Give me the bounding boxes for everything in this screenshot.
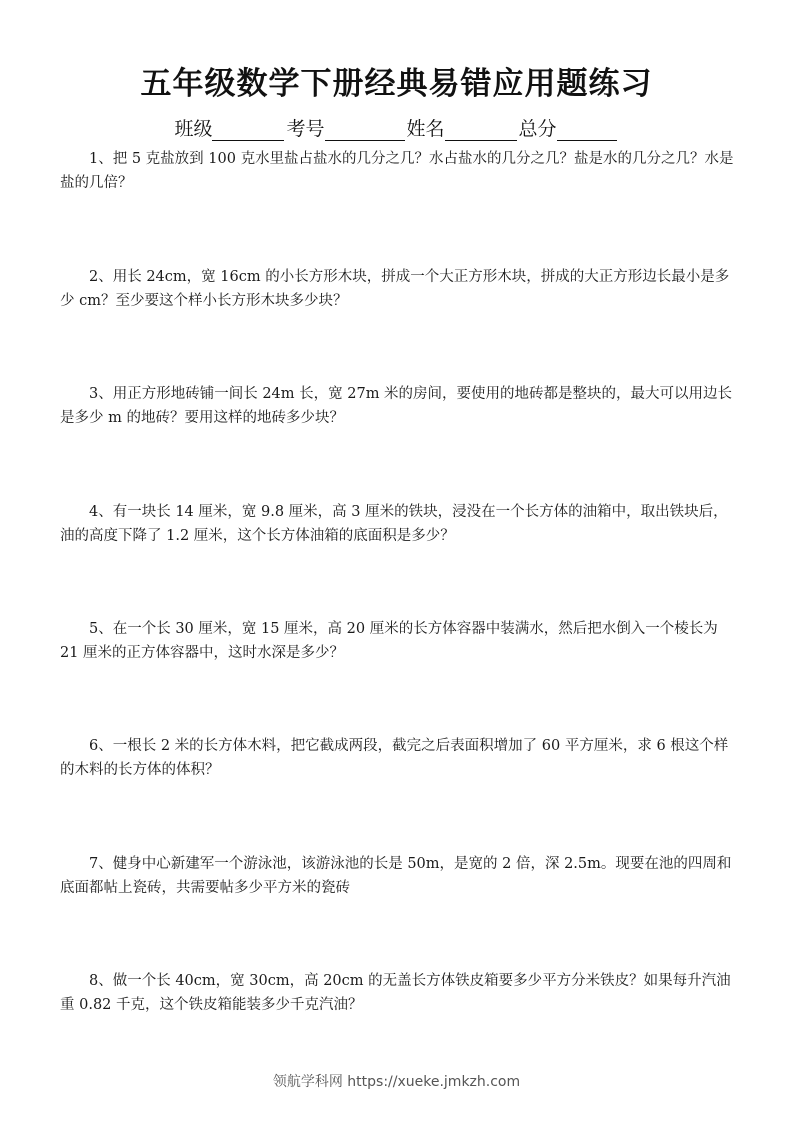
question-1: 1、把 5 克盐放到 100 克水里盐占盐水的几分之几？水占盐水的几分之几？盐是水的几分之几？水是盐的几倍？ — [60, 151, 734, 191]
score-label: 总分 — [518, 118, 557, 140]
name-blank — [445, 120, 517, 141]
question-8: 8、做一个长 40cm，宽 30cm，高 20cm 的无盖长方体铁皮箱要多少平方分米铁皮？如果每升汽油重 0.82 千克，这个铁皮箱能装多少千克汽油？ — [60, 973, 731, 1013]
score-blank — [557, 120, 617, 141]
class-label: 班级 — [174, 118, 213, 140]
footer-watermark: 领航学科网 https://xueke.jmkzh.com — [272, 1074, 521, 1090]
number-blank — [325, 120, 405, 141]
question-4: 4、有一块长 14 厘米，宽 9.8 厘米，高 3 厘米的铁块，浸没在一个长方体的油箱中，取出铁块后，油的高度下降了 1.2 厘米，这个长方体油箱的底面积是多少？ — [60, 504, 728, 544]
question-7: 7、健身中心新建军一个游泳池，该游泳池的长是 50m，是宽的 2 倍，深 2.5m。现要在池的四周和底面都帖上瓷砖，共需要帖多少平方米的瓷砖 — [60, 856, 732, 896]
student-info-line — [0, 114, 793, 141]
question-3: 3、用正方形地砖铺一间长 24m 长，宽 27m 米的房间，要使用的地砖都是整块的，最大可以用边长是多少 m 的地砖？要用这样的地砖多少块？ — [60, 386, 733, 426]
class-blank — [212, 120, 284, 141]
question-2: 2、用长 24cm，宽 16cm 的小长方形木块，拼成一个大正方形木块，拼成的大正方形边长最小是多少 cm？至少要这个样小长方形木块多少块？ — [60, 269, 730, 309]
number-label: 考号 — [286, 118, 325, 140]
question-5: 5、在一个长 30 厘米，宽 15 厘米，高 20 厘米的长方体容器中装满水，然后把水倒入一个棱长为 21 厘米的正方体容器中，这时水深是多少？ — [60, 621, 718, 661]
question-6: 6、一根长 2 米的长方体木料，把它截成两段，截完之后表面积增加了 60 平方厘米，求 6 根这个样的木料的长方体的体积？ — [60, 738, 729, 778]
page-title: 五年级数学下册经典易错应用题练习 — [140, 66, 653, 102]
name-label: 姓名 — [406, 118, 445, 140]
